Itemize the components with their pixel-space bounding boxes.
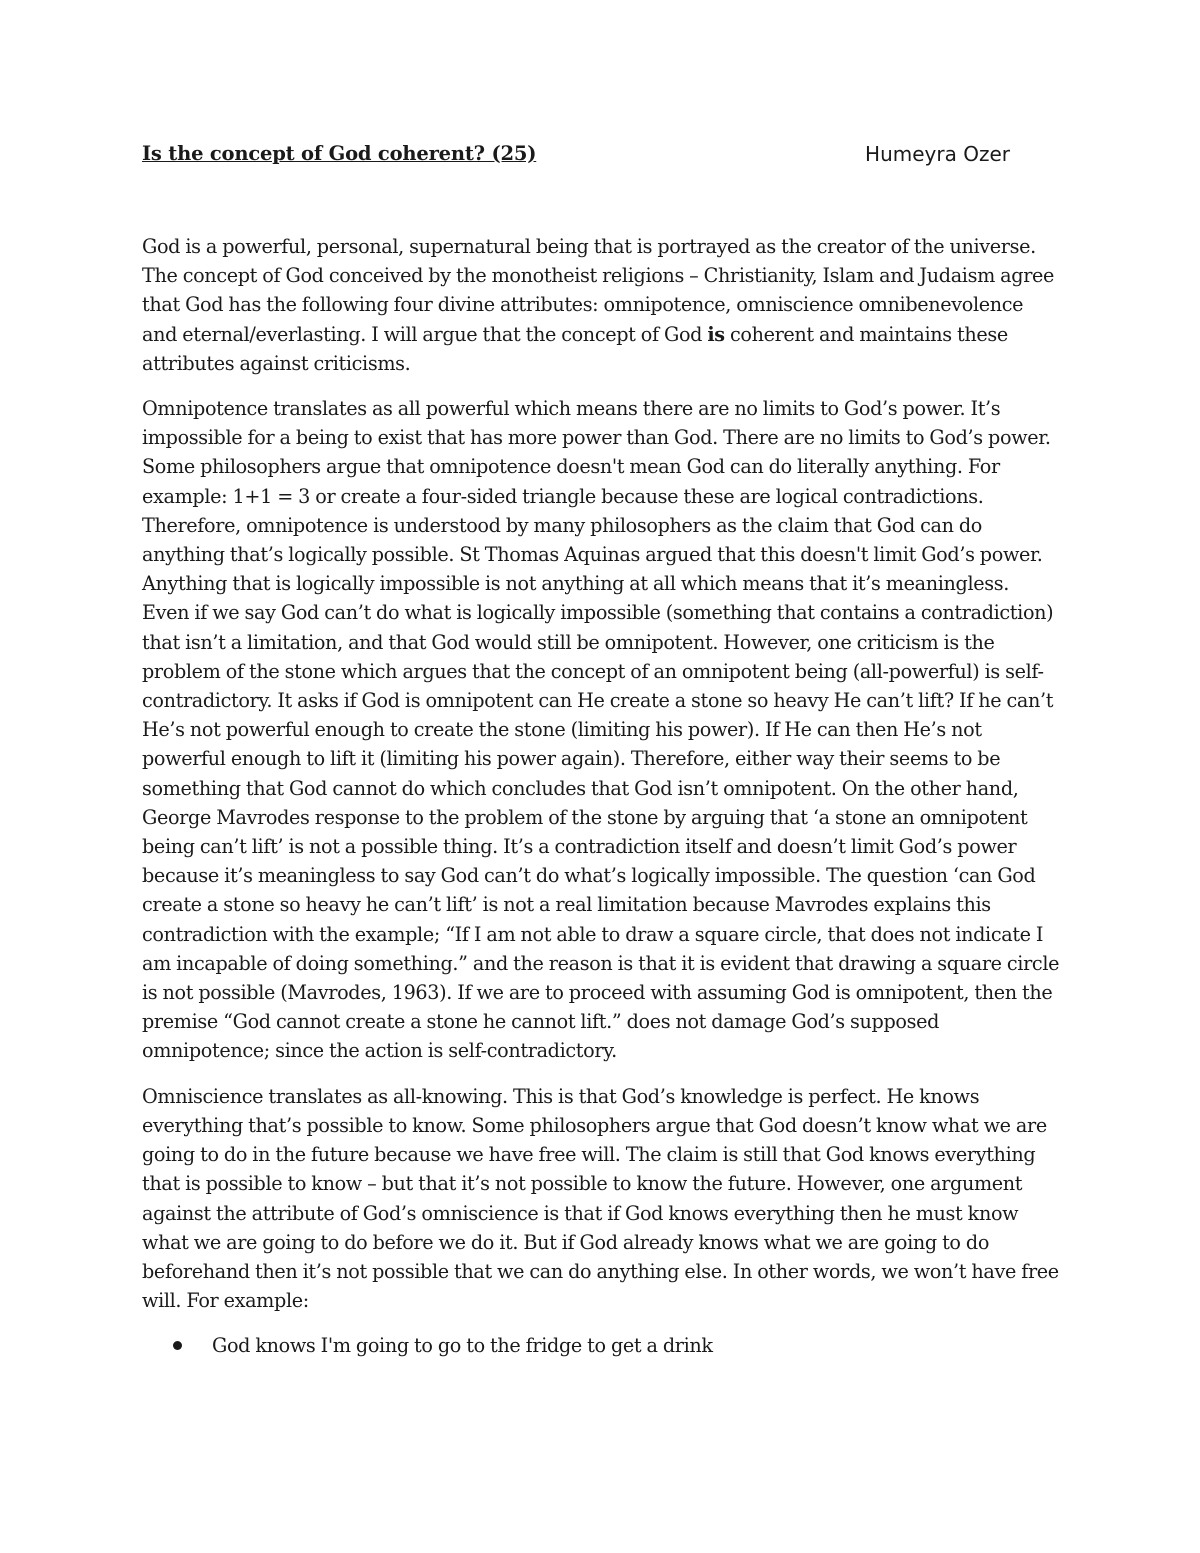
intro-emphasis: is — [707, 322, 725, 346]
author-name: Humeyra Ozer — [865, 142, 1010, 166]
essay-title: Is the concept of God coherent? (25) — [142, 142, 537, 165]
intro-text-start: God is a powerful, personal, supernatural being that is portrayed as the creator of the universe. The concept of God conceived by the monotheist religions – Christianity, Islam and Judaism agree that God has the following four divine attributes: omnipotence, omniscience omnibenevolence and eternal/everlasting. I will argue that the concept of God — [142, 235, 1055, 346]
omniscience-paragraph: Omniscience translates as all-knowing. This is that God’s knowledge is perfect. He knows everything that’s possible to know. Some philosophers argue that God doesn’t know what we are going to do in the future because we have free will. The claim is still that God knows everything that is possible to know – but that it’s not possible to know the future. However, one argument against the attribute of God’s omniscience is that if God knows everything then he must know what we are going to do before we do it. But if God already knows what we are going to do beforehand then it’s not possible that we can do anything else. In other words, we won’t have free will. For example: — [142, 1084, 1059, 1313]
bullet-icon — [173, 1341, 182, 1350]
document-header — [142, 142, 1010, 174]
document-page — [142, 0, 1062, 1553]
list-item — [170, 1331, 1060, 1360]
intro-paragraph — [142, 232, 1060, 378]
omnipotence-paragraph: Omnipotence translates as all powerful which means there are no limits to God’s power. It’s impossible for a being to exist that has more power than God. There are no limits to God’s power. Some philosophers argue that omnipotence doesn't mean God can do literally anything. For example: 1+1 = 3 or create a four-sided triangle because these are logical contradictions. Therefore, omnipotence is understood by many philosophers as the claim that God can do anything that’s logically possible. St Thomas Aquinas argued that this doesn't limit God’s power. Anything that is logically impossible is not anything at all which means that it’s meaningless. Even if we say God can’t do what is logically impossible (something that contains a contradiction) that isn’t a limitation, and that God would still be omnipotent. However, one criticism is the problem of the stone which argues that the concept of an omnipotent being (all-powerful) is self-contradictory. It asks if God is omnipotent can He create a stone so heavy He can’t lift? If he can’t He’s not powerful enough to create the stone (limiting his power). If He can then He’s not powerful enough to lift it (limiting his power again). Therefore, either way their seems to be something that God cannot do which concludes that God isn’t omnipotent. On the other hand, George Mavrodes response to the problem of the stone by arguing that ‘a stone an omnipotent being can’t lift’ is not a possible thing. It’s a contradiction itself and doesn’t limit God’s power because it’s meaningless to say God can’t do what’s logically impossible. The question ‘can God create a stone so heavy he can’t lift’ is not a real limitation because Mavrodes explains this contradiction with the example; “If I am not able to draw a square circle, that does not indicate I am incapable of doing something.” and the reason is that it is evident that drawing a square circle is not possible (Mavrodes, 1963). If we are to proceed with assuming God is omnipotent, then the premise “God cannot create a stone he cannot lift.” does not damage God’s supposed omnipotence; since the action is self-contradictory. — [142, 397, 1060, 1063]
example-list — [142, 1331, 1060, 1360]
essay-body — [142, 232, 1060, 1361]
intro-text-end: coherent and maintains these attributes against criticisms. — [142, 322, 1008, 375]
list-item-text: God knows I'm going to go to the fridge to get a drink — [212, 1334, 713, 1358]
